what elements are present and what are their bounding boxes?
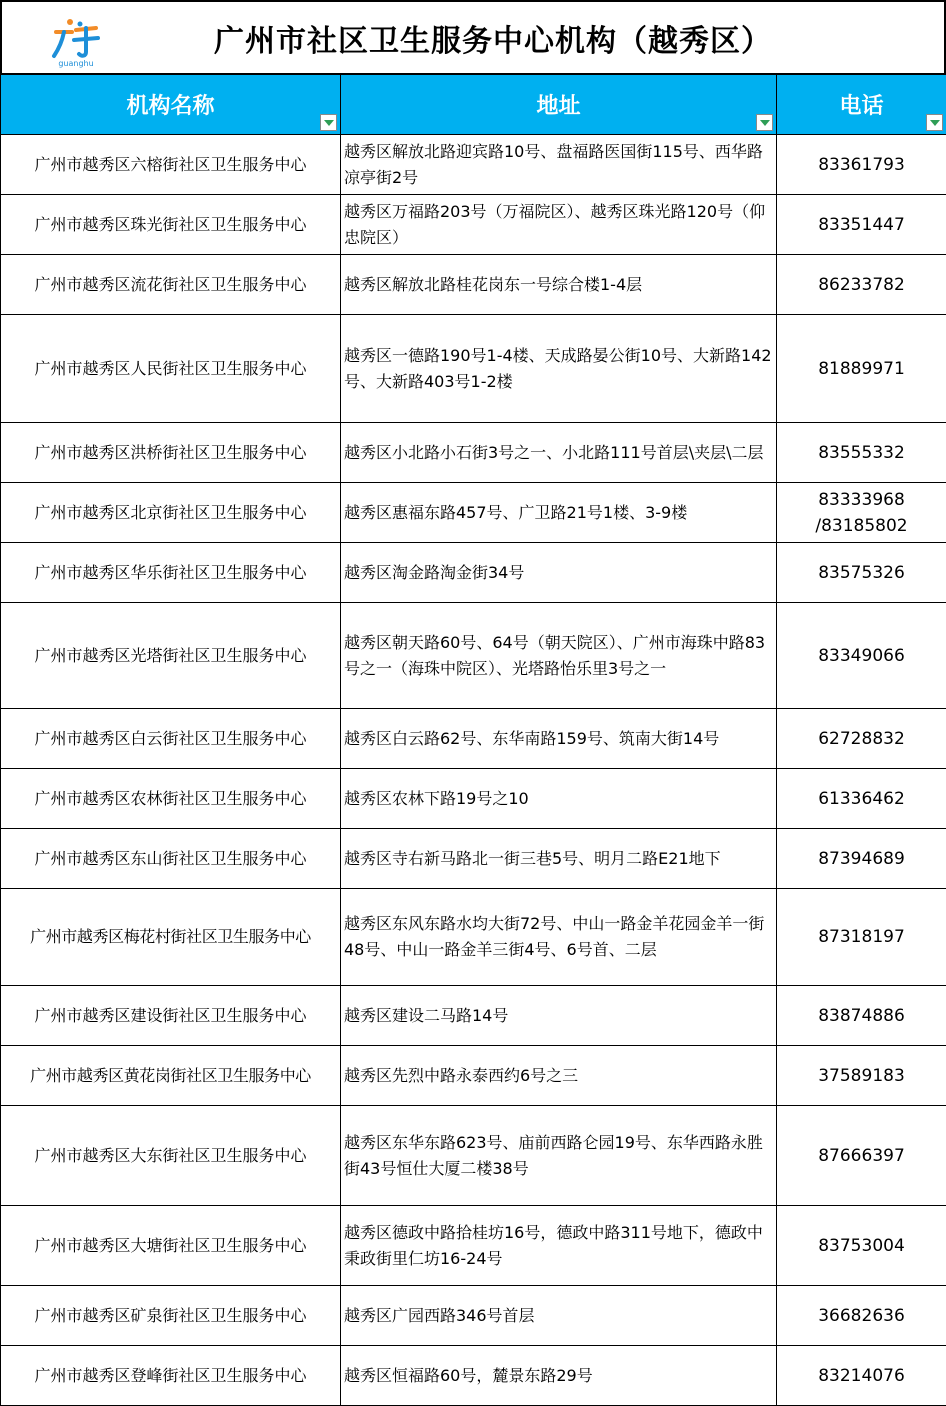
cell-address: 越秀区白云路62号、东华南路159号、筑南大街14号 — [341, 709, 777, 769]
header-name-label: 机构名称 — [126, 93, 214, 119]
header-row — [1, 75, 946, 135]
cell-address: 越秀区解放北路桂花岗东一号综合楼1-4层 — [341, 255, 777, 315]
cell-name: 广州市越秀区洪桥街社区卫生服务中心 — [1, 423, 341, 483]
header-cell-address — [341, 75, 777, 135]
page-title: 广州市社区卫生服务中心机构（越秀区） — [174, 16, 772, 60]
cell-address: 越秀区恒福路60号，麓景东路29号 — [341, 1346, 777, 1406]
table-row — [1, 1346, 946, 1406]
table-row — [1, 195, 946, 255]
cell-phone: 83333968 /83185802 — [777, 483, 946, 543]
cell-address: 越秀区万福路203号（万福院区）、越秀区珠光路120号（仰忠院区） — [341, 195, 777, 255]
cell-phone: 83874886 — [777, 986, 946, 1046]
cell-phone: 62728832 — [777, 709, 946, 769]
cell-name: 广州市越秀区东山街社区卫生服务中心 — [1, 829, 341, 889]
cell-phone: 36682636 — [777, 1286, 946, 1346]
table-row — [1, 135, 946, 195]
cell-address: 越秀区德政中路拾桂坊16号，德政中路311号地下，德政中秉政街里仁坊16-24号 — [341, 1206, 777, 1286]
table-row — [1, 423, 946, 483]
cell-address: 越秀区解放北路迎宾路10号、盘福路医国街115号、西华路凉亭街2号 — [341, 135, 777, 195]
cell-phone: 83555332 — [777, 423, 946, 483]
cell-name: 广州市越秀区珠光街社区卫生服务中心 — [1, 195, 341, 255]
cell-phone: 83351447 — [777, 195, 946, 255]
guanghu-logo-icon — [46, 16, 106, 68]
clinic-table — [0, 74, 946, 1406]
cell-phone: 81889971 — [777, 315, 946, 423]
cell-name: 广州市越秀区建设街社区卫生服务中心 — [1, 986, 341, 1046]
filter-dropdown-phone[interactable] — [926, 114, 943, 131]
cell-phone: 83361793 — [777, 135, 946, 195]
cell-phone: 87394689 — [777, 829, 946, 889]
cell-name: 广州市越秀区六榕街社区卫生服务中心 — [1, 135, 341, 195]
cell-phone: 37589183 — [777, 1046, 946, 1106]
dropdown-arrow-icon — [760, 120, 770, 126]
cell-address: 越秀区东风东路水均大街72号、中山一路金羊花园金羊一街48号、中山一路金羊三街4号、6号首、二层 — [341, 889, 777, 986]
cell-address: 越秀区寺右新马路北一街三巷5号、明月二路E21地下 — [341, 829, 777, 889]
cell-name: 广州市越秀区光塔街社区卫生服务中心 — [1, 603, 341, 709]
cell-name: 广州市越秀区登峰街社区卫生服务中心 — [1, 1346, 341, 1406]
cell-address: 越秀区农林下路19号之10 — [341, 769, 777, 829]
filter-dropdown-name[interactable] — [320, 114, 337, 131]
cell-name: 广州市越秀区北京街社区卫生服务中心 — [1, 483, 341, 543]
cell-address: 越秀区朝天路60号、64号（朝天院区）、广州市海珠中路83号之一（海珠中院区）、光塔路怡乐里3号之一 — [341, 603, 777, 709]
cell-name: 广州市越秀区梅花村街社区卫生服务中心 — [1, 889, 341, 986]
cell-name: 广州市越秀区人民街社区卫生服务中心 — [1, 315, 341, 423]
cell-address: 越秀区小北路小石街3号之一、小北路111号首层\夹层\二层 — [341, 423, 777, 483]
cell-phone: 87318197 — [777, 889, 946, 986]
header-address-label: 地址 — [536, 93, 580, 119]
cell-address: 越秀区广园西路346号首层 — [341, 1286, 777, 1346]
filter-dropdown-address[interactable] — [756, 114, 773, 131]
cell-phone: 87666397 — [777, 1106, 946, 1206]
table-row — [1, 889, 946, 986]
cell-phone: 83753004 — [777, 1206, 946, 1286]
cell-name: 广州市越秀区矿泉街社区卫生服务中心 — [1, 1286, 341, 1346]
cell-name: 广州市越秀区大塘街社区卫生服务中心 — [1, 1206, 341, 1286]
table-row — [1, 543, 946, 603]
cell-phone: 83214076 — [777, 1346, 946, 1406]
header-cell-phone — [777, 75, 946, 135]
header-cell-name — [1, 75, 341, 135]
cell-name: 广州市越秀区黄花岗街社区卫生服务中心 — [1, 1046, 341, 1106]
cell-name: 广州市越秀区农林街社区卫生服务中心 — [1, 769, 341, 829]
table-row — [1, 255, 946, 315]
table-row — [1, 829, 946, 889]
cell-address: 越秀区建设二马路14号 — [341, 986, 777, 1046]
cell-address: 越秀区淘金路淘金街34号 — [341, 543, 777, 603]
header-phone-label: 电话 — [839, 93, 883, 119]
cell-phone: 83349066 — [777, 603, 946, 709]
table-row — [1, 603, 946, 709]
cell-name: 广州市越秀区华乐街社区卫生服务中心 — [1, 543, 341, 603]
cell-phone: 83575326 — [777, 543, 946, 603]
cell-address: 越秀区先烈中路永泰西约6号之三 — [341, 1046, 777, 1106]
cell-address: 越秀区惠福东路457号、广卫路21号1楼、3-9楼 — [341, 483, 777, 543]
logo-text: guanghu — [58, 59, 93, 68]
cell-address: 越秀区一德路190号1-4楼、天成路晏公街10号、大新路142号、大新路403号1-2楼 — [341, 315, 777, 423]
table-row — [1, 1206, 946, 1286]
cell-name: 广州市越秀区白云街社区卫生服务中心 — [1, 709, 341, 769]
table-row — [1, 315, 946, 423]
cell-name: 广州市越秀区大东街社区卫生服务中心 — [1, 1106, 341, 1206]
cell-phone: 86233782 — [777, 255, 946, 315]
title-row — [0, 0, 946, 74]
cell-phone: 61336462 — [777, 769, 946, 829]
cell-name: 广州市越秀区流花街社区卫生服务中心 — [1, 255, 341, 315]
table-row — [1, 483, 946, 543]
dropdown-arrow-icon — [324, 120, 334, 126]
table-row — [1, 1046, 946, 1106]
table-row — [1, 709, 946, 769]
table-row — [1, 769, 946, 829]
cell-address: 越秀区东华东路623号、庙前西路仑园19号、东华西路永胜街43号恒仕大厦二楼38号 — [341, 1106, 777, 1206]
dropdown-arrow-icon — [930, 120, 940, 126]
table-row — [1, 986, 946, 1046]
table-row — [1, 1106, 946, 1206]
table-row — [1, 1286, 946, 1346]
